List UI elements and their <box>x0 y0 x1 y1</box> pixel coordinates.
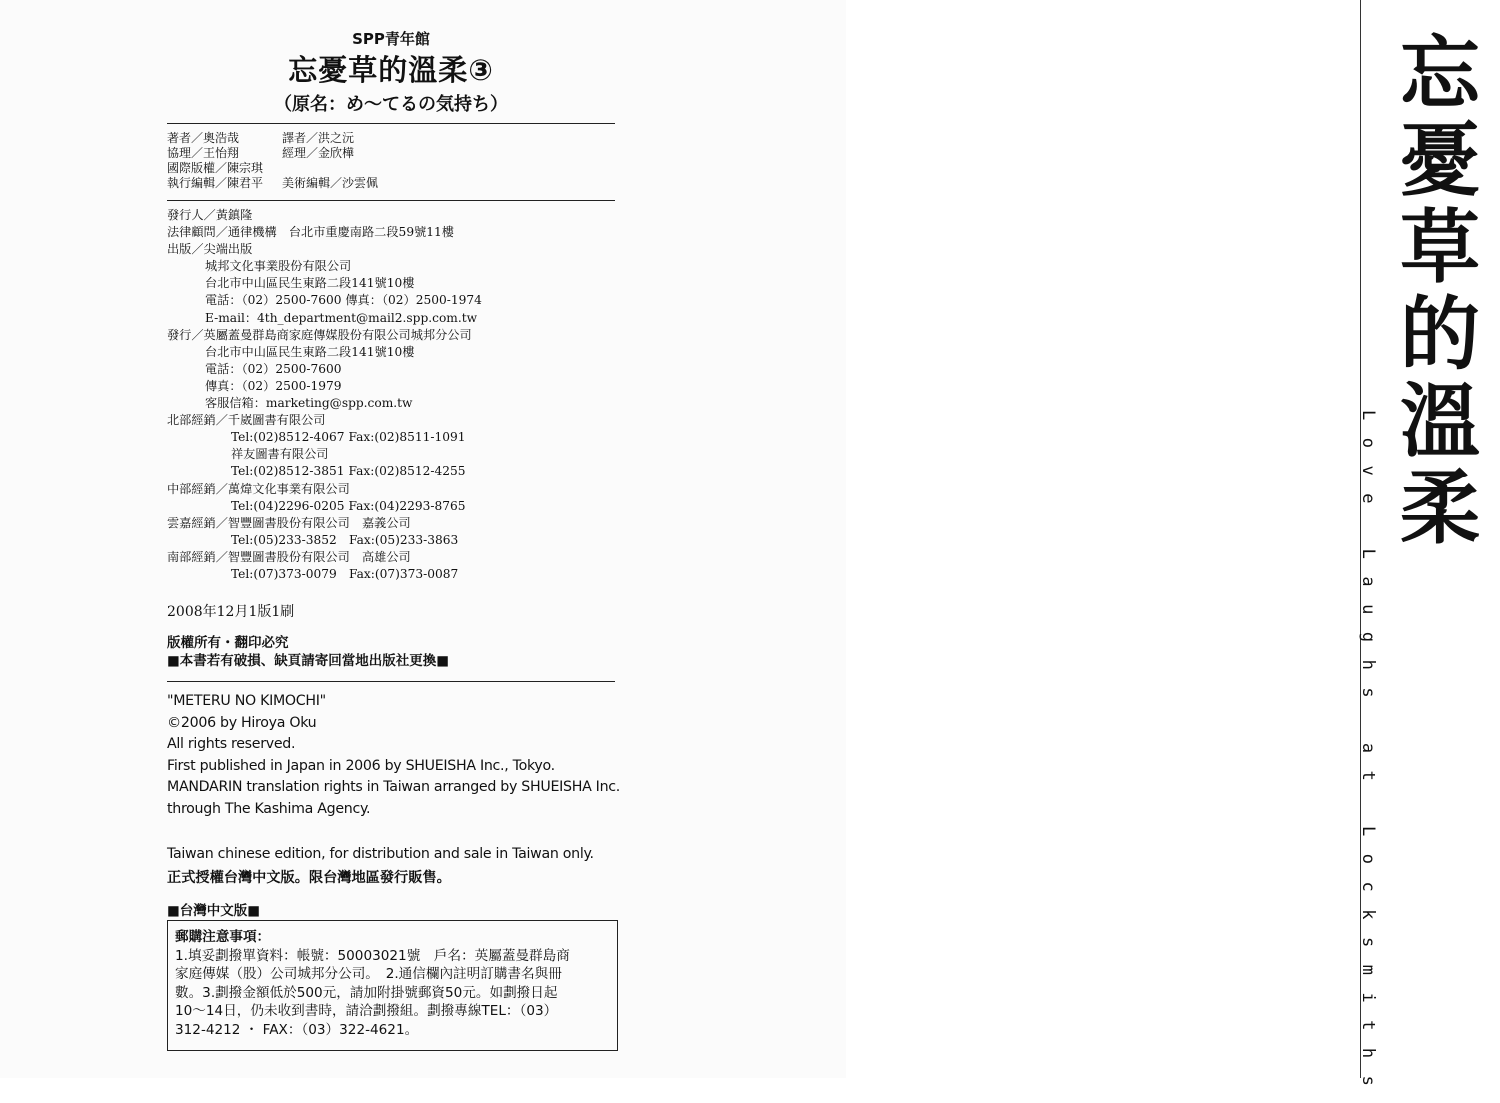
divider <box>167 123 615 124</box>
info-line: Tel:(07)373-0079 Fax:(07)373-0087 <box>231 566 459 581</box>
mail-order-heading: 郵購注意事項： <box>175 929 271 945</box>
info-line: 北部經銷／千崴圖書有限公司 <box>167 413 326 428</box>
rights-line: ■本書若有破損、缺頁請寄回當地出版社更換■ <box>167 653 450 669</box>
info-line: E-mail：4th_department@mail2.spp.com.tw <box>205 310 478 325</box>
info-line: 雲嘉經銷／智豐圖書股份有限公司 嘉義公司 <box>167 515 411 530</box>
rights-line: 版權所有・翻印必究 <box>167 635 289 651</box>
publication-info <box>167 207 482 583</box>
rights-notice <box>167 634 449 670</box>
info-line: 出版／尖端出版 <box>167 242 253 257</box>
credit-row <box>167 131 355 146</box>
copyright-line: First published in Japan in 2006 by SHUEISHA Inc., Tokyo. <box>167 757 555 774</box>
taiwan-note: Taiwan chinese edition, for distribution and sale in Taiwan only. <box>167 846 594 862</box>
spine-title <box>1395 27 1485 555</box>
copyright-line: All rights reserved. <box>167 736 296 752</box>
info-line: 發行人／黃鎮隆 <box>167 208 253 222</box>
mail-order-line: 數。3.劃撥金額低於500元，請加附掛號郵資50元。如劃撥日起 <box>175 984 558 1001</box>
credit-rights: 國際版權／陳宗琪 <box>167 161 264 175</box>
info-line: Tel:(05)233-3852 Fax:(05)233-3863 <box>231 532 459 547</box>
english-copyright <box>167 691 620 820</box>
credit-translator: 譯者／洪之沅 <box>282 131 355 145</box>
info-line: Tel:(04)2296-0205 Fax:(04)2293-8765 <box>231 498 466 513</box>
info-line: 客服信箱：marketing@spp.com.tw <box>205 396 413 411</box>
info-line: 電話：（02）2500-7600 傳真：（02）2500-1974 <box>205 293 482 308</box>
credits-block <box>167 131 379 191</box>
spine-title-char: 溫 <box>1400 375 1480 468</box>
credit-manager: 經理／金欣樺 <box>282 146 355 160</box>
taiwan-notice <box>167 842 594 890</box>
info-line: 台北市中山區民生東路二段141號10樓 <box>205 344 415 359</box>
original-title: （原名：め〜てるの気持ち） <box>274 94 508 115</box>
credit-row <box>167 176 379 191</box>
info-line: 中部經銷／萬煒文化事業有限公司 <box>167 481 350 496</box>
book-title: 忘憂草的溫柔③ <box>288 53 494 87</box>
copyright-line: through The Kashima Agency. <box>167 800 371 817</box>
mail-order-box <box>167 920 618 1051</box>
info-line: Tel:(02)8512-3851 Fax:(02)8512-4255 <box>231 464 466 479</box>
mail-order-line: 家庭傳媒（股）公司城邦分公司。 2.通信欄內註明訂購書名與冊 <box>175 966 562 982</box>
credit-row <box>167 161 263 176</box>
credit-editor: 執行編輯／陳君平 <box>167 176 264 190</box>
credit-row <box>167 146 355 161</box>
spine-title-char: 憂 <box>1400 114 1480 207</box>
info-line: 傳真：（02）2500-1979 <box>205 378 342 393</box>
copyright-line: ©2006 by Hiroya Oku <box>167 714 317 731</box>
divider <box>167 200 615 201</box>
copyright-line: MANDARIN translation rights in Taiwan arranged by SHUEISHA Inc. <box>167 779 620 795</box>
info-line: 城邦文化事業股份有限公司 <box>205 259 352 274</box>
info-line: 台北市中山區民生東路二段141號10樓 <box>205 276 415 291</box>
info-line: 南部經銷／智豐圖書股份有限公司 高雄公司 <box>167 549 411 564</box>
credit-author: 著者／奧浩哉 <box>167 131 240 145</box>
info-line: 電話：（02）2500-7600 <box>205 361 342 376</box>
info-line: 法律顧問／通律機構 台北市重慶南路二段59號11樓 <box>167 225 454 240</box>
divider <box>167 681 615 682</box>
edition-label: ■台灣中文版■ <box>167 903 261 919</box>
taiwan-note-cn: 正式授權台灣中文版。限台灣地區發行販售。 <box>167 870 451 886</box>
publisher-label: SPP青年館 <box>352 30 430 48</box>
info-line: 祥友圖書有限公司 <box>231 447 329 462</box>
credit-art-editor: 美術編輯／沙雲佩 <box>282 176 379 190</box>
credit-associate: 協理／王怡翔 <box>167 146 240 160</box>
mail-order-line: 312-4212 ・ FAX：（03）322-4621。 <box>175 1021 419 1038</box>
edition-date: 2008年12月1版1刷 <box>167 604 295 620</box>
mail-order-line: 1.填妥劃撥單資料：帳號：50003021號 戶名：英屬蓋曼群島商 <box>175 947 570 964</box>
spine-title-char: 忘 <box>1400 27 1480 120</box>
copyright-line: "METERU NO KIMOCHI" <box>167 693 326 709</box>
spine-subtitle-text: Love Laughs at Locksmiths <box>1358 410 1378 1103</box>
spine-title-char: 的 <box>1400 288 1480 381</box>
spine-title-char: 柔 <box>1400 462 1480 555</box>
spine-title-char: 草 <box>1400 201 1480 294</box>
info-line: Tel:(02)8512-4067 Fax:(02)8511-1091 <box>231 430 466 445</box>
info-line: 發行／英屬蓋曼群島商家庭傳媒股份有限公司城邦分公司 <box>167 327 472 342</box>
mail-order-line: 10〜14日，仍未收到書時，請洽劃撥組。劃撥專線TEL：（03） <box>175 1003 558 1019</box>
